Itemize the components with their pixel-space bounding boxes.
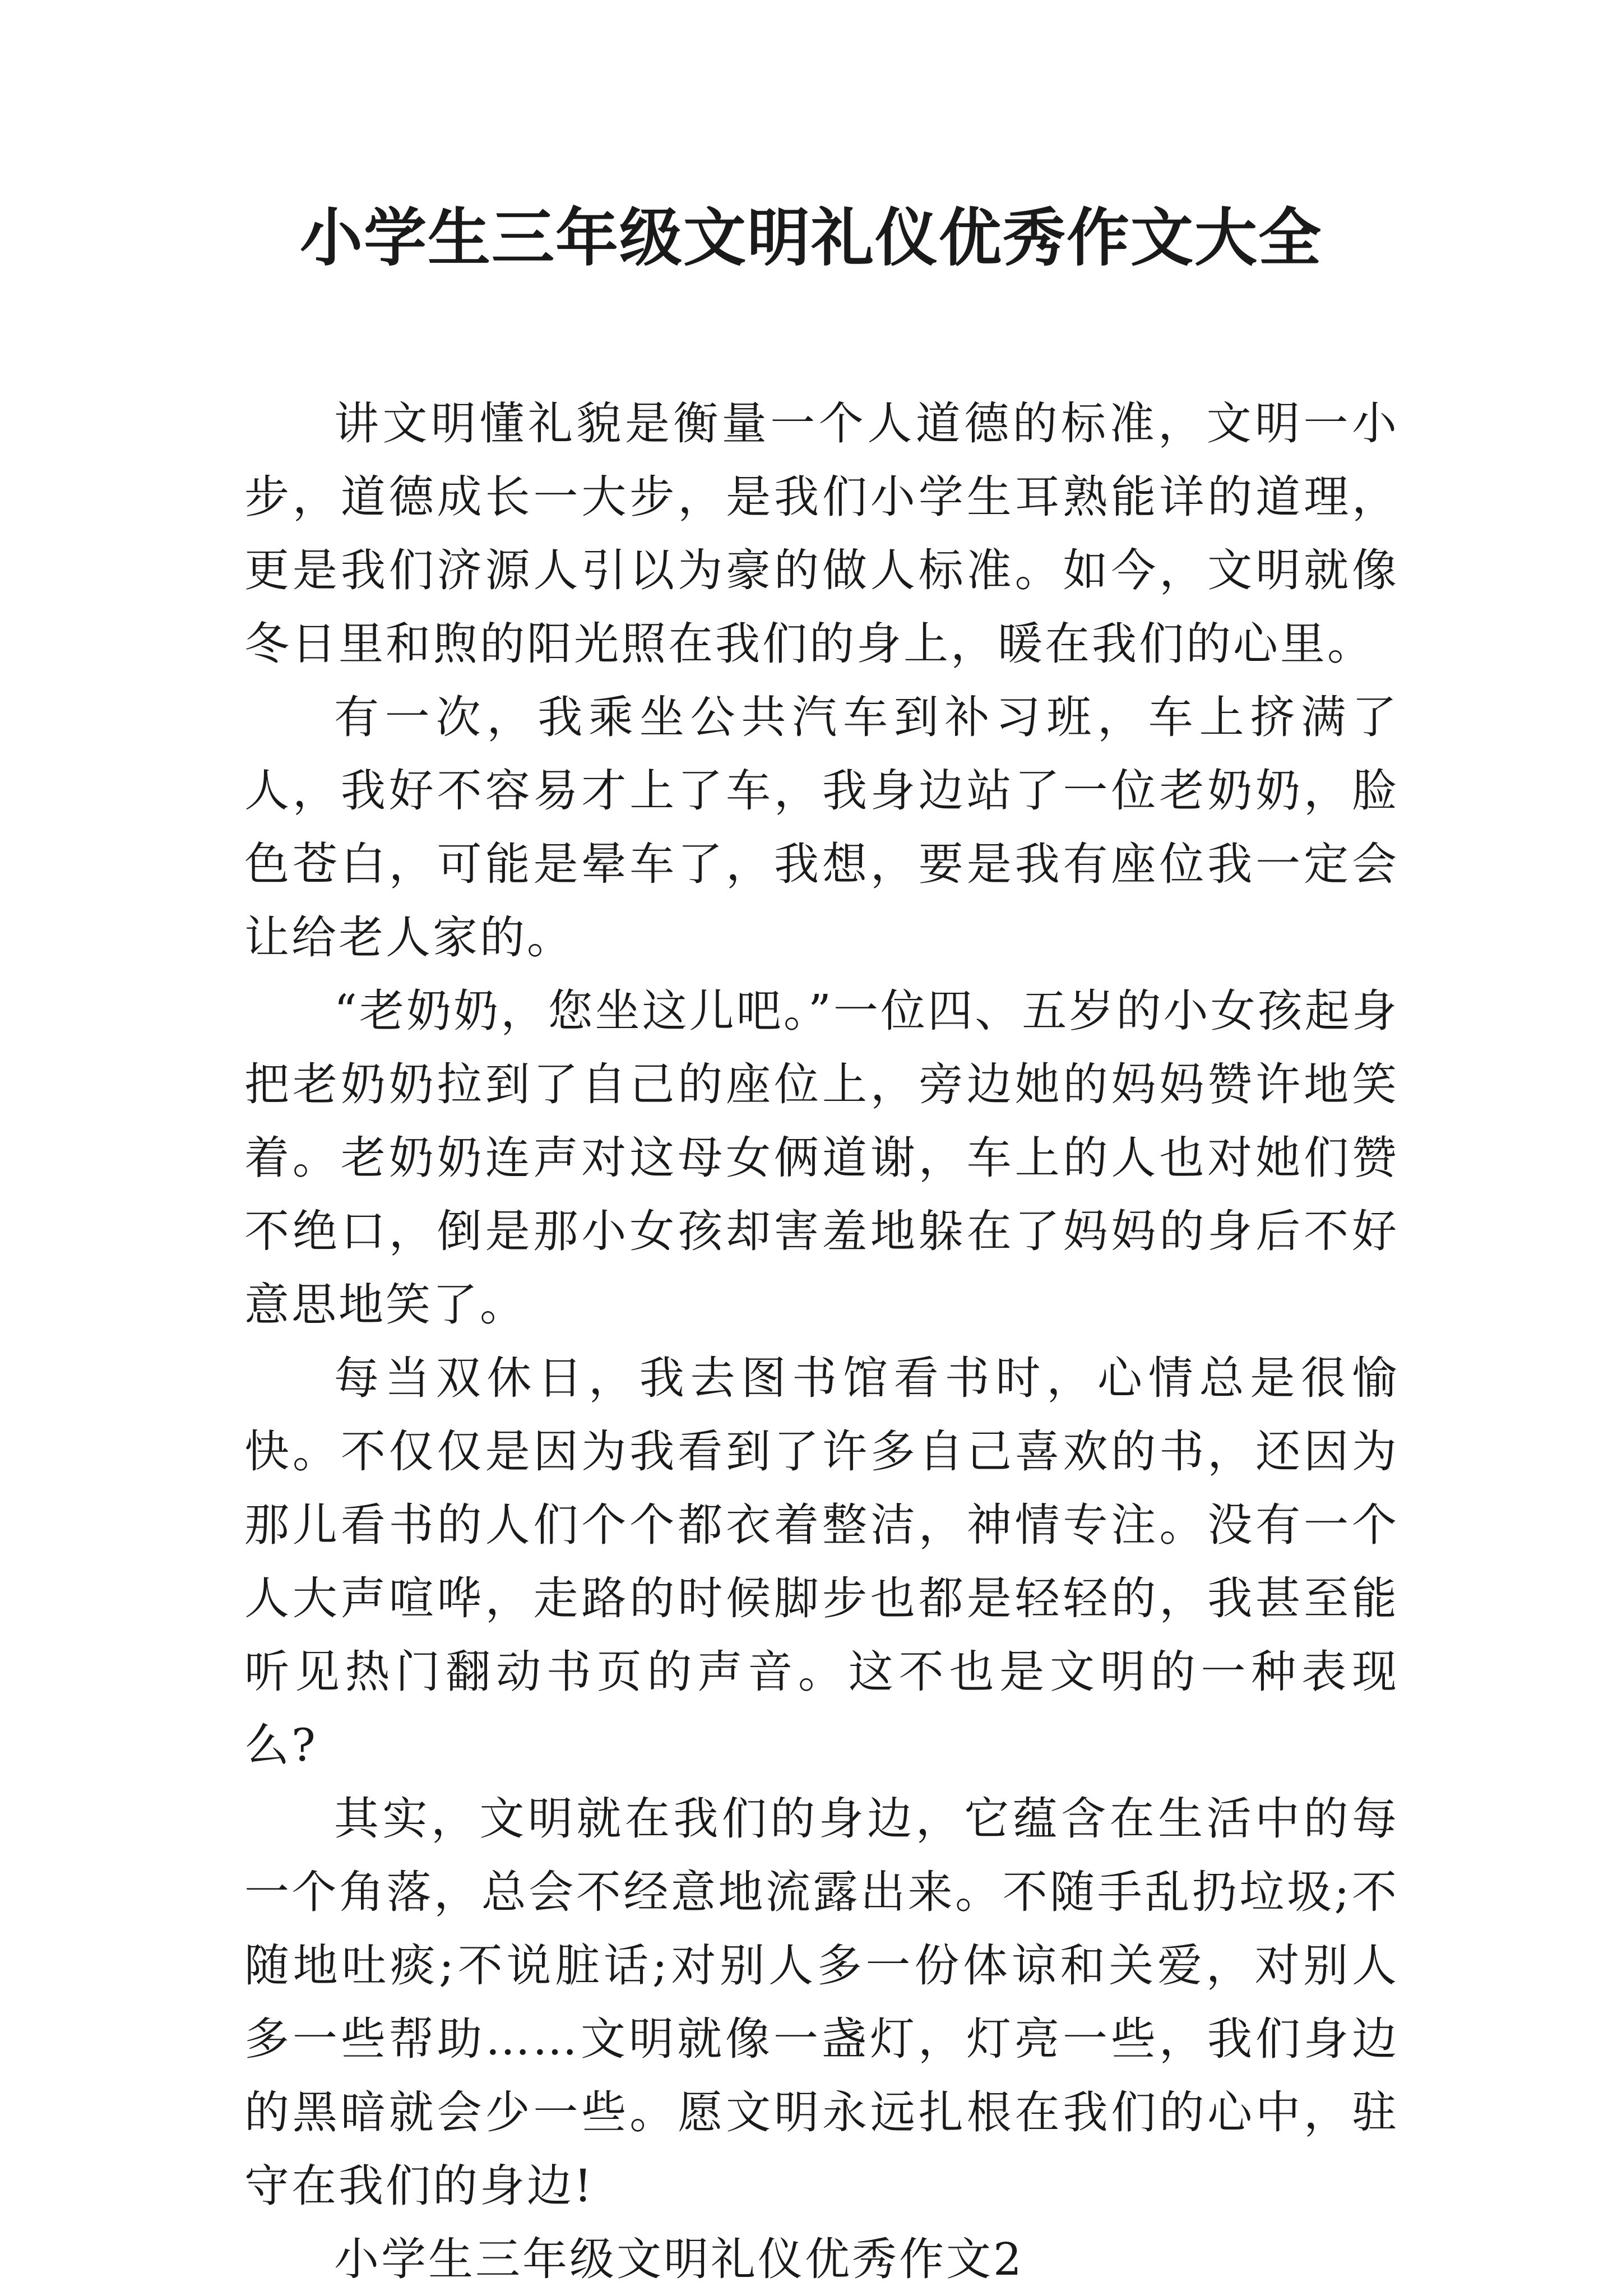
paragraph-2: 有一次，我乘坐公共汽车到补习班，车上挤满了人，我好不容易才上了车，我身边站了一位老奶奶，脸色苍白，可能是晕车了，我想，要是我有座位我一定会让给老人家的。 [244,691,1399,964]
page-title: 小学生三年级文明礼仪优秀作文大全 [300,201,1322,275]
paragraph-3: “老奶奶，您坐这儿吧。”一位四、五岁的小女孩起身把老奶奶拉到了自己的座位上，旁边她的妈妈赞许地笑着。老奶奶连声对这母女俩道谢，车上的人也对她们赞不绝口，倒是那小女孩却害羞地躲在了妈妈的身后不好意思地笑了。 [244,985,1399,1331]
document-body [244,387,1399,2296]
section-subheading: 小学生三年级文明礼仪优秀作文2 [334,2233,1024,2285]
paragraph-4: 每当双休日，我去图书馆看书时，心情总是很愉快。不仅仅是因为我看到了许多自己喜欢的书，还因为那儿看书的人们个个都衣着整洁，神情专注。没有一个人大声喧哗，走路的时候脚步也都是轻轻的，我甚至能听见热门翻动书页的声音。这不也是文明的一种表现么? [244,1352,1399,1771]
paragraph-1: 讲文明懂礼貌是衡量一个人道德的标准，文明一小步，道德成长一大步，是我们小学生耳熟能详的道理，更是我们济源人引以为豪的做人标准。如今，文明就像冬日里和煦的阳光照在我们的身上，暖在我们的心里。 [244,397,1399,670]
paragraph-5: 其实，文明就在我们的身边，它蕴含在生活中的每一个角落，总会不经意地流露出来。不随手乱扔垃圾;不随地吐痰;不说脏话;对别人多一份体谅和关爱，对别人多一些帮助……文明就像一盏灯，灯亮一些，我们身边的黑暗就会少一些。愿文明永远扎根在我们的心中，驻守在我们的身边! [244,1793,1399,2212]
